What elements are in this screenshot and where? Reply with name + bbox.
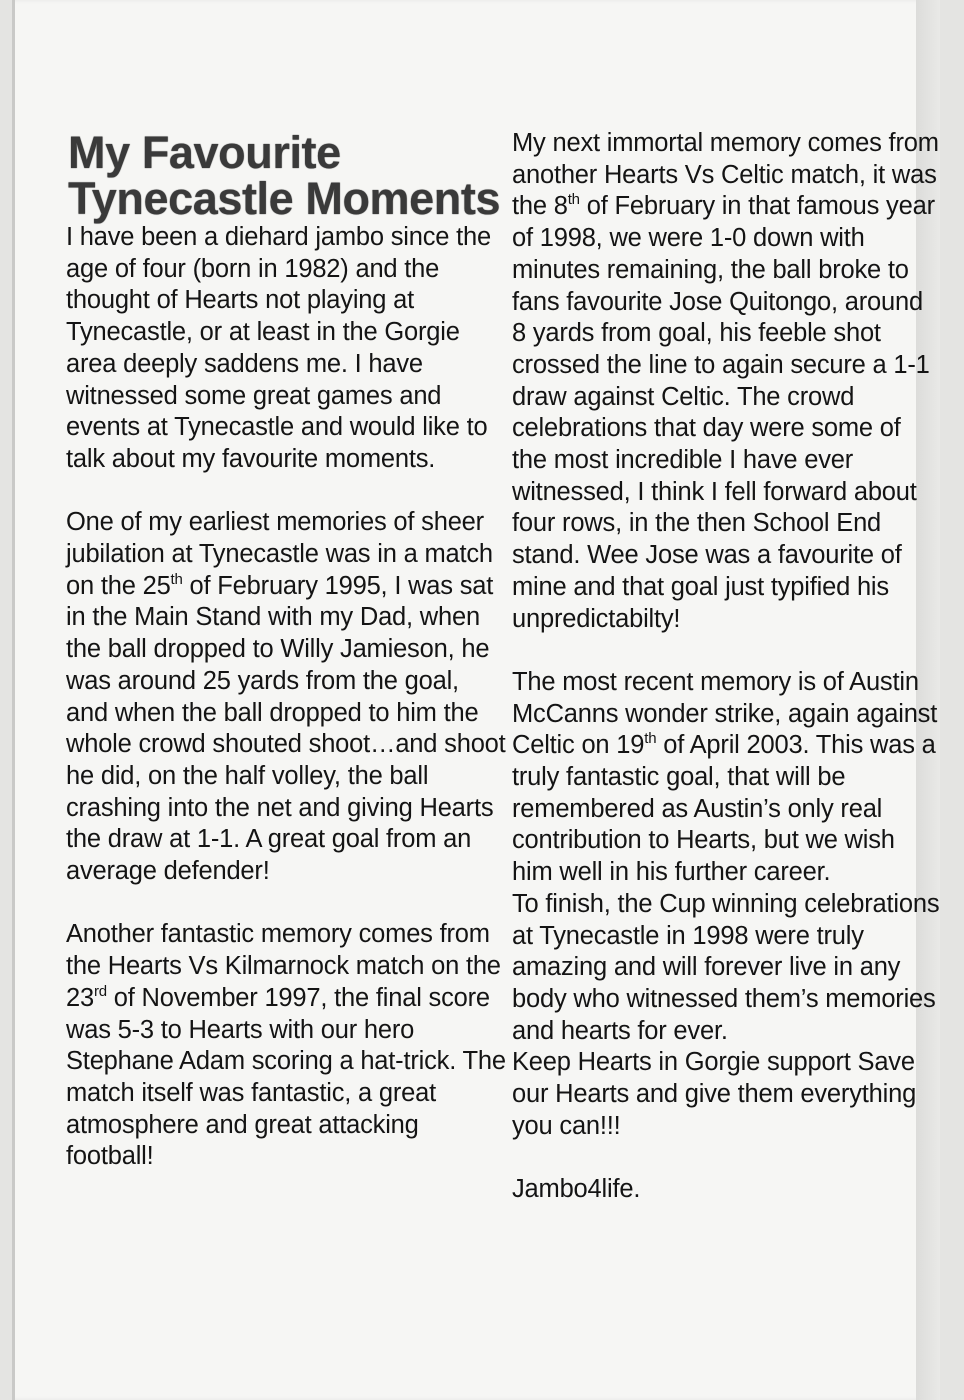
paragraph-text: of April 2003. This was a truly fantastic goal, that will be remembered as Austin’s only real contribution to Hearts, but we wish him well in his further career. [512,731,936,887]
left-column [66,127,506,1173]
jamieson-paragraph [66,507,506,887]
paragraph-text: of November 1997, the final score was 5-3 to Hearts with our hero Stephane Adam scoring a hat-trick. The match itself was fantastic, a great atmosphere and great attacking football! [66,983,506,1171]
support-paragraph: Keep Hearts in Gorgie support Save our Hearts and give them everything you can!!! [512,1048,917,1140]
paragraph-text: The most recent memory is of Austin McCanns wonder strike, again against Celtic on 19 [512,667,938,760]
paragraph-text: Another fantastic memory comes from the Hearts Vs Kilmarnock match on the 23 [66,920,501,1012]
signoff: Jambo4life. [512,1175,641,1204]
cup-paragraph: To finish, the Cup winning celebrations at Tynecastle in 1998 were truly amazing and will forever live in any body who witnessed them’s memories and hearts for ever. [512,889,940,1045]
paragraph-text: of February 1995, I was sat in the Main Stand with my Dad, when the ball dropped to Willy Jamieson, he was around 25 yards from the goal, and when the ball dropped to him the whole crowd shouted shoot…and shoot he did, on the half volley, the ball crashing into the net and giving Hearts the draw at 1-1. A great goal from an average defender! [66,571,506,886]
paragraph-text: One of my earliest memories of sheer jubilation at Tynecastle was in a match on the 25 [66,508,493,600]
ordinal-suffix: th [567,191,580,209]
right-column [512,128,942,1206]
kilmarnock-paragraph [66,919,506,1173]
intro-paragraph [66,222,506,476]
ordinal-suffix: th [170,570,183,588]
mccann-paragraph [512,667,942,889]
ordinal-suffix: th [644,730,657,748]
intro-text: I have been a diehard jambo since the age of four (born in 1982) and the thought of Hearts not playing at Tynecastle, or at least in the Gorgie area deeply saddens me. I have witnessed some great games and events at Tynecastle and would like to talk about my favourite moments. [66,223,491,473]
ordinal-suffix: rd [93,982,107,1000]
article-title: My Favourite Tynecastle Moments [68,127,501,224]
magazine-page [12,0,940,1400]
paragraph-text: My next immortal memory comes from another Hearts Vs Celtic match, it was the 8 [512,129,939,221]
quitongo-paragraph [512,128,942,635]
paragraph-text: of February in that famous year of 1998, we were 1-0 down with minutes remaining, the ball broke to fans favourite Jose Quitongo, around 8 yards from goal, his feeble shot crossed the line to again secure a 1-1 draw against Celtic. The crowd celebrations that day were some of the most incredible I have ever witnessed, I think I fell forward about four rows, in the then School End stand. Wee Jose was a favourite of mine and that goal just typified his unpredictabilty! [512,192,935,633]
